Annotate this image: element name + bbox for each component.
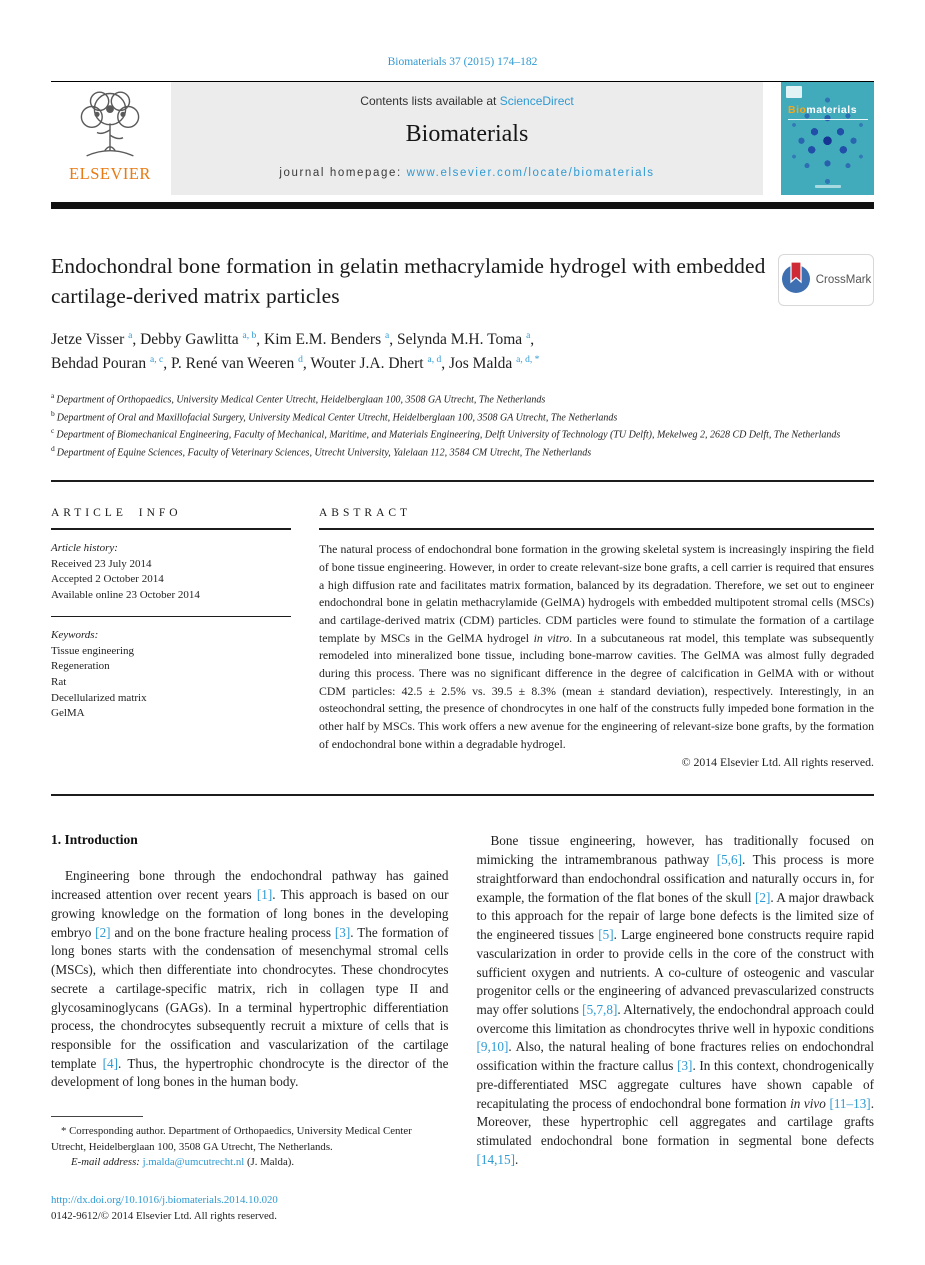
citation-link[interactable]: [2] [754,889,771,905]
abstract-bottom-rule [51,794,874,796]
citation-link[interactable]: [4] [102,1055,119,1071]
text-segment: . A major drawback to this approach for the repair of large bone defects is the limited size of the engineered tissues [476,889,874,943]
author-name: Selynda M.H. Toma [396,331,527,349]
elsevier-tree-icon [71,88,149,164]
corresponding-author-note: * Corresponding author. Department of Orthopaedics, University Medical Center Utrecht, Heidelberglaan 100, 3508 GA Utrecht, The Netherlands. [51,1125,412,1153]
text-segment: . [514,1151,519,1167]
affiliation-line [51,390,874,408]
info-divider-rule [51,616,291,617]
contents-line [360,94,573,108]
email-label: E-mail address: [71,1155,143,1168]
text-segment: and on the bone fracture healing process [110,924,335,940]
author-separator: , [256,331,265,349]
email-line [51,1155,449,1170]
masthead-center-panel [171,82,763,195]
author-affiliation-sup[interactable]: a, d [427,354,442,365]
italic-text: in vivo [790,1095,826,1111]
text-segment: . In this context, chondrogenically pre-differentiated MSC aggregate cultures have shown capable of recapitulating the process of endochondral bone formation [476,1058,874,1111]
citation-link[interactable]: [5,6] [716,852,743,868]
heading-rule [51,528,291,530]
text-segment: The natural process of endochondral bone formation in the growing skeletal system is increasingly inspiring the field of bone tissue engineering. However, in order to create relevant-size bone grafts, a cell carrier is required that ensures a high diffusion rate and facilitates matrix formation, balanced by its degradation. Therefore, we set out to engineer endochondral bone in gelatin methacrylamide (GelMA) hydrogels with embedded multipotent stromal cells (MSCs) and cartilage-derived matrix (CDM) particles. CDM particles were found to stimulate the formation of a cartilage template by MSCs in the GelMA hydrogel [319,542,874,645]
right-column [477,832,875,1224]
keyword-item: GelMA [51,707,85,720]
affiliation-text: Department of Biomechanical Engineering, Faculty of Mechanical, Maritime, and Materials Engineering, Delft University of Technology (TU Delft), Mekelweg 2, 2628 CD Delft, The Netherlands [56,429,841,441]
doi-link[interactable]: http://dx.doi.org/10.1016/j.biomaterials.2014.10.020 [51,1194,278,1207]
abstract-heading: ABSTRACT [319,507,412,520]
affiliation-text: Department of Oral and Maxillofacial Surgery, University Medical Center Utrecht, Heidelberglaan 100, 3508 GA Utrecht, The Netherlands [56,411,618,423]
citation-link[interactable]: [2] [95,924,111,940]
affiliation-line [51,425,874,443]
masthead-divider-bar [51,202,874,209]
body-columns [51,832,874,1224]
text-segment: . Thus, the hypertrophic chondrocyte is the director of the development of long bones in the human body. [51,1055,449,1090]
author-separator: , [441,354,449,372]
author-line-1 [51,328,874,351]
issn-copyright-line: 0142-9612/© 2014 Elsevier Ltd. All rights reserved. [51,1210,277,1223]
left-column [51,832,449,1224]
author-affiliation-sup[interactable]: a, d, * [516,354,540,365]
text-segment: . Also, the natural healing of bone fractures relies on endochondral ossification within the fracture callus [476,1039,874,1074]
author-name: Kim E.M. Benders [264,331,385,349]
history-item: Accepted 2 October 2014 [51,573,164,586]
affiliation-line [51,408,874,426]
cover-divider [788,119,868,120]
author-affiliation-sup[interactable]: a [128,331,133,342]
introduction-heading: 1. Introduction [51,832,138,848]
citation-link[interactable]: [3] [677,1058,693,1074]
doi-block [51,1192,449,1224]
affiliation-sup: d [51,444,55,454]
elsevier-logo-block[interactable] [51,82,169,195]
text-segment: . Moreover, these hypertrophic cell aggregates and cartilage grafts stimulated endochondral bone formation in segmental bone defects [476,1095,874,1149]
crossmark-icon [781,261,811,300]
crossmark-label: CrossMark [815,274,872,286]
abstract-text [319,541,874,753]
affiliation-sup: a [51,390,55,400]
journal-title: Biomaterials [405,121,529,147]
author-affiliation-sup[interactable]: d [298,354,303,365]
journal-cover-thumbnail[interactable] [781,82,874,195]
author-separator: , [530,331,535,349]
author-separator: , [389,331,397,349]
keyword-item: Tissue engineering [51,644,135,657]
citation-header: Biomaterials 37 (2015) 174–182 [387,56,538,68]
journal-homepage-link[interactable]: www.elsevier.com/locate/biomaterials [406,167,655,179]
affiliation-sup: c [51,426,55,436]
italic-text: in vitro [533,630,570,645]
homepage-line [279,167,654,179]
footnote-block [51,1116,449,1224]
affiliation-text: Department of Equine Sciences, Faculty of Veterinary Sciences, Utrecht University, Yalelaan 112, 3584 CM Utrecht, The Netherlands [56,447,592,459]
text-segment: . Large engineered bone constructs require rapid vascularization in order to provide cells in the core of the construct with sufficient oxygen and nutrients. A co-culture of osteogenic and vascular progenitor cells or the engineering of advanced prevascularized constructs may offer solutions [476,927,874,1017]
info-abstract-grid [51,482,874,770]
text-segment: . Alternatively, the endochondral approach could overcome this limitation as chondrocytes thrive well in hypoxic conditions [476,1001,875,1036]
author-affiliation-sup[interactable]: a, c [150,354,164,365]
author-name: P. René van Weeren [170,354,299,372]
citation-link[interactable]: [14,15] [476,1151,515,1167]
citation-link[interactable]: [5,7,8] [582,1001,618,1017]
article-info-column [51,482,291,770]
email-link[interactable]: j.malda@umcutrecht.nl [142,1155,245,1168]
author-separator: , [302,354,311,372]
article-info-heading: ARTICLE INFO [51,507,182,520]
elsevier-wordmark: ELSEVIER [69,164,151,183]
author-name: Jos Malda [448,354,517,372]
intro-paragraph-left [51,867,449,1092]
citation-link[interactable]: [3] [334,924,351,940]
article-history-list [51,557,291,604]
affiliation-text: Department of Orthopaedics, University Medical Center Utrecht, Heidelberglaan 100, 3508 GA Utrecht, The Netherlands [56,394,546,406]
text-segment: Engineering bone through the endochondral pathway has gained increased attention over recent years [51,868,449,903]
keywords-list [51,644,291,722]
affiliations [51,390,874,461]
cover-publisher-mark [786,86,802,98]
copyright-line: © 2014 Elsevier Ltd. All rights reserved. [681,755,874,770]
article-title: Endochondral bone formation in gelatin methacrylamide hydrogel with embedded cartilage-derived matrix particles [51,254,766,308]
citation-link[interactable]: [11–13] [829,1095,871,1111]
author-name: Behdad Pouran [51,354,151,372]
author-line-2 [51,352,874,375]
author-name: Wouter J.A. Dhert [310,354,428,372]
title-row [51,252,874,311]
keyword-item: Decellularized matrix [51,691,147,704]
author-name: Jetze Visser [51,331,129,349]
keywords-label: Keywords: [51,629,99,642]
author-separator: , [163,354,171,372]
author-affiliation-sup[interactable]: a, b [242,331,257,342]
crossmark-badge[interactable] [778,254,874,306]
cover-footer-mark [815,185,841,188]
author-affiliation-sup[interactable]: a [526,331,531,342]
history-item: Received 23 July 2014 [51,557,152,570]
article-history-label: Article history: [51,542,118,555]
intro-paragraph-right [477,832,875,1169]
abstract-column [319,482,874,770]
sciencedirect-link[interactable]: ScienceDirect [499,94,574,108]
heading-rule [319,528,874,530]
journal-masthead [51,81,874,195]
cover-journal-title [788,104,857,116]
citation-link[interactable]: [5] [598,927,614,943]
citation-link[interactable]: [9,10] [476,1039,509,1055]
author-name: Debby Gawlitta [140,331,243,349]
email-suffix: (J. Malda). [244,1155,295,1168]
cover-title-materials: materials [806,104,858,116]
cover-title-bio: Bio [788,104,807,116]
author-list [51,328,874,375]
homepage-prefix: journal homepage: [279,167,407,179]
keyword-item: Rat [51,675,67,688]
footnote-rule [51,1116,143,1117]
author-affiliation-sup[interactable]: a [385,331,390,342]
text-segment: Bone tissue engineering, however, has traditionally focused on mimicking the intramembranous pathway [476,833,874,868]
contents-prefix: Contents lists available at [360,94,500,108]
text-segment: . The formation of long bones starts with the condensation of mesenchymal stromal cells (MSCs), which then differentiate into chondrocytes. These chondrocytes secrete a cartilage-specific matrix, rich in collagen type II and glycosaminoglycans (GAGs). In a terminal hypertrophic differentiation process, the chondrocytes subsequently recruit a mixture of cells that is responsible for the ossification and vascularization of the cartilage template [51,924,449,1071]
author-separator: , [132,331,141,349]
text-segment: . This approach is based on our growing knowledge on the formation of long bones in the developing embryo [51,887,449,940]
keyword-item: Regeneration [51,660,110,673]
text-segment: . In a subcutaneous rat model, this template was subsequently remodeled into mineralized bone tissue, including bone-marrow cavities. The GelMA was almost fully degraded during this process. There was no significant difference in the degree of calcification in GelMA with or without CDM particles: 42.5 ± 2.5% vs. 39.5 ± 8.3% (mean ± standard deviation), respectively. Interestingly, in an osteochondral setting, the presence of chondrocytes in one half of the constructs fully impeded bone formation in the other half by MSCs. This work offers a new avenue for the engineering of relevant-size bone grafts, by the formation of endochondral bone within a degradable hydrogel. [319,630,874,751]
text-segment: . This process is more straightforward than endochondral ossification and naturally occurs in, for example, the formation of the flat bones of the skull [476,852,875,905]
history-item: Available online 23 October 2014 [51,588,200,601]
affiliation-line [51,443,874,461]
affiliation-sup: b [51,408,55,418]
citation-link[interactable]: [1] [256,887,273,903]
